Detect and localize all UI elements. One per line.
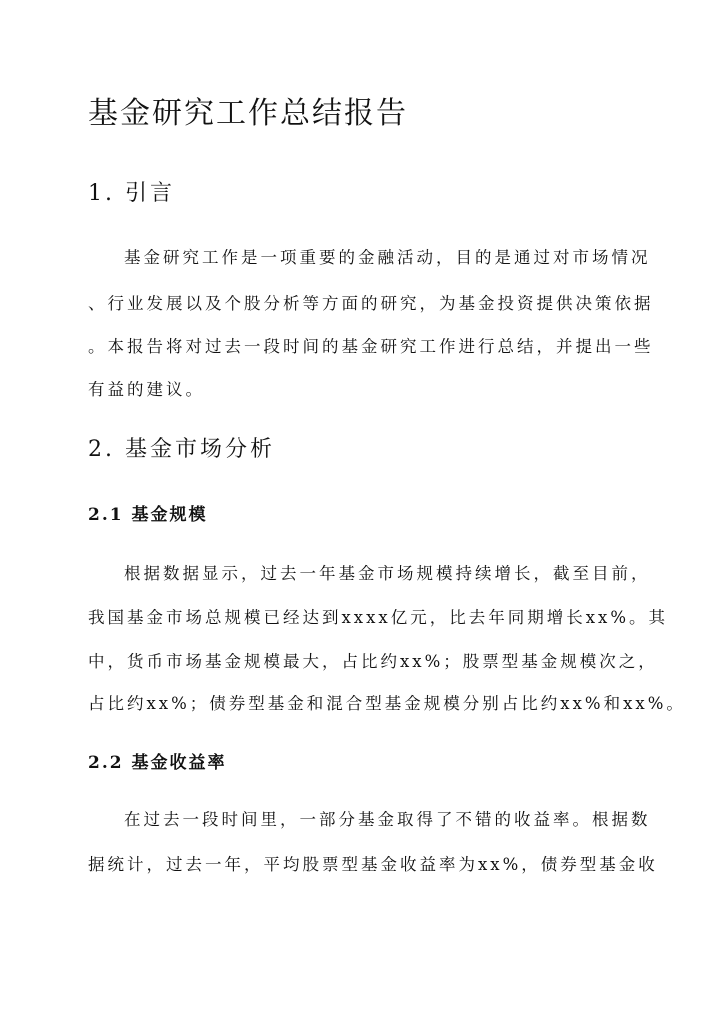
paragraph-line: 、行业发展以及个股分析等方面的研究，为基金投资提供决策依据 (88, 294, 654, 313)
paragraph-line: 据统计，过去一年，平均股票型基金收益率为xx%，债券型基金收 (88, 855, 658, 874)
document-title: 基金研究工作总结报告 (88, 96, 408, 131)
paragraph-line: 有益的建议。 (88, 380, 205, 399)
section-heading-fund-market-analysis: 2. 基金市场分析 (88, 437, 275, 462)
section-heading-introduction: 1. 引言 (88, 181, 175, 206)
paragraph-line: 占比约xx%；债券型基金和混合型基金规模分别占比约xx%和xx%。 (88, 694, 686, 713)
subsection-heading-fund-scale: 2.1 基金规模 (88, 505, 208, 525)
paragraph-line: 根据数据显示，过去一年基金市场规模持续增长，截至目前， (124, 564, 651, 583)
paragraph-line: 在过去一段时间里，一部分基金取得了不错的收益率。根据数 (124, 810, 651, 829)
subsection-heading-fund-returns: 2.2 基金收益率 (88, 753, 227, 773)
paragraph-line: 。本报告将对过去一段时间的基金研究工作进行总结，并提出一些 (88, 337, 654, 356)
paragraph-line: 基金研究工作是一项重要的金融活动，目的是通过对市场情况 (124, 248, 651, 267)
paragraph-line: 中，货币市场基金规模最大，占比约xx%；股票型基金规模次之， (88, 652, 658, 671)
paragraph-line: 我国基金市场总规模已经达到xxxx亿元，比去年同期增长xx%。其 (88, 608, 669, 627)
